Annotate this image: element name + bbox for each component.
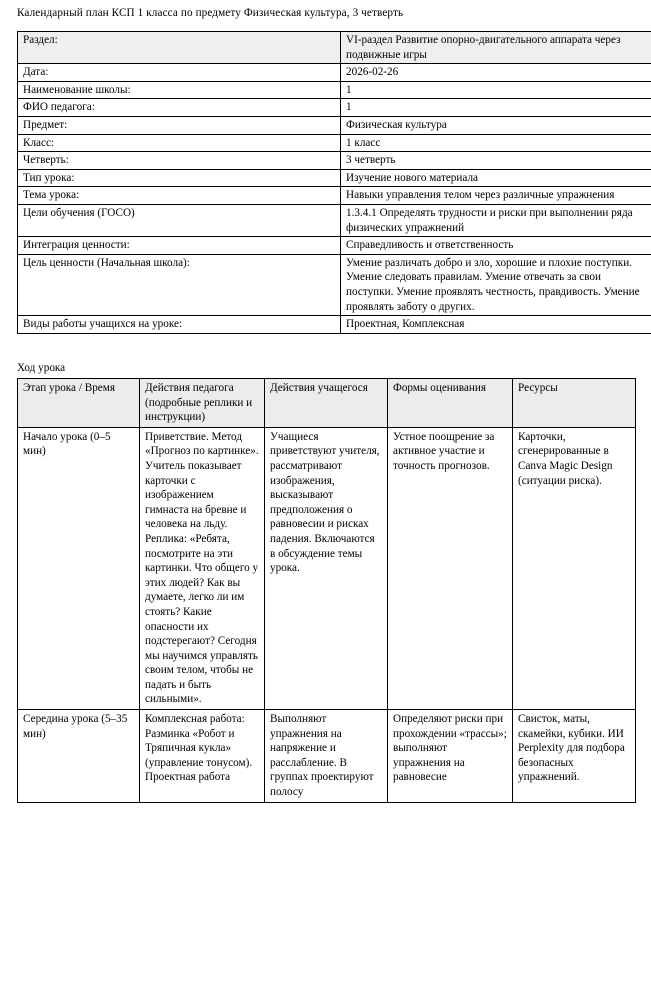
table-row — [18, 32, 651, 64]
info-value-cell: Навыки управления телом через различные упражнения — [341, 187, 651, 205]
page-title: Календарный план КСП 1 класса по предмету Физическая культура, 3 четверть — [17, 7, 404, 19]
table-row — [18, 99, 651, 117]
flow-teacher-cell: Приветствие. Метод «Прогноз по картинке». Учитель показывает карточки с изображением гимнаста на бревне и человека на льду. Реплика: «Ребята, посмотрите на эти картинки. Что общего у этих людей? Как вы думаете, легко ли им стоять? Какие опасности их подстерегают? Сегодня мы научимся управлять своим телом, чтобы не падать и быть сильными». — [140, 427, 265, 709]
lesson-flow-table — [17, 378, 636, 803]
flow-column-header: Действия педагога (подробные реплики и инструкции) — [140, 379, 265, 428]
info-value-cell: 1.3.4.1 Определять трудности и риски при выполнении ряда физических упражнений — [341, 204, 651, 236]
table-header-row — [18, 379, 636, 428]
flow-column-header: Действия учащегося — [265, 379, 388, 428]
table-row — [18, 152, 651, 170]
info-label-cell: Тема урока: — [18, 187, 341, 205]
info-label-cell: Дата: — [18, 64, 341, 82]
lesson-flow-body — [18, 427, 636, 802]
flow-column-header: Формы оценивания — [388, 379, 513, 428]
info-label-cell: Интеграция ценности: — [18, 237, 341, 255]
info-label-cell: Четверть: — [18, 152, 341, 170]
flow-stage-cell: Начало урока (0–5 мин) — [18, 427, 140, 709]
lesson-info-body — [18, 32, 651, 334]
lesson-flow-section-label: Ход урока — [17, 362, 66, 374]
flow-teacher-cell: Комплексная работа: Разминка «Робот и Тряпичная кукла» (управление тонусом). Проектная работа — [140, 710, 265, 803]
flow-resources-cell: Свисток, маты, скамейки, кубики. ИИ Perplexity для подбора безопасных упражнений. — [513, 710, 636, 803]
info-label-cell: Тип урока: — [18, 169, 341, 187]
info-value-cell: Изучение нового материала — [341, 169, 651, 187]
table-row — [18, 427, 636, 709]
table-row — [18, 254, 651, 315]
info-value-cell: 2026-02-26 — [341, 64, 651, 82]
table-row — [18, 81, 651, 99]
info-label-cell: Предмет: — [18, 116, 341, 134]
table-row — [18, 64, 651, 82]
info-value-cell: Физическая культура — [341, 116, 651, 134]
table-row — [18, 710, 636, 803]
flow-resources-cell: Карточки, сгенерированные в Canva Magic Design (ситуации риска). — [513, 427, 636, 709]
info-label-cell: Наименование школы: — [18, 81, 341, 99]
table-row — [18, 316, 651, 334]
info-value-cell: Умение различать добро и зло, хорошие и плохие поступки. Умение следовать правилам. Умение отвечать за свои поступки. Умение проявлять честность, правдивость. Умение проявлять заботу о других. — [341, 254, 651, 315]
flow-assessment-cell: Устное поощрение за активное участие и точность прогнозов. — [388, 427, 513, 709]
flow-assessment-cell: Определяют риски при прохождении «трассы»; выполняют упражнения на равновесие — [388, 710, 513, 803]
flow-stage-cell: Середина урока (5–35 мин) — [18, 710, 140, 803]
flow-column-header: Этап урока / Время — [18, 379, 140, 428]
lesson-flow-head — [18, 379, 636, 428]
info-label-cell: Цель ценности (Начальная школа): — [18, 254, 341, 315]
info-label-cell: Раздел: — [18, 32, 341, 64]
info-value-cell: 3 четверть — [341, 152, 651, 170]
table-row — [18, 237, 651, 255]
flow-student-cell: Выполняют упражнения на напряжение и расслабление. В группах проектируют полосу — [265, 710, 388, 803]
table-row — [18, 116, 651, 134]
info-label-cell: ФИО педагога: — [18, 99, 341, 117]
info-label-cell: Виды работы учащихся на уроке: — [18, 316, 341, 334]
table-row — [18, 169, 651, 187]
table-row — [18, 134, 651, 152]
lesson-info-table — [17, 31, 651, 334]
table-row — [18, 204, 651, 236]
info-value-cell: VI-раздел Развитие опорно-двигательного аппарата через подвижные игры — [341, 32, 651, 64]
info-value-cell: Проектная, Комплексная — [341, 316, 651, 334]
flow-column-header: Ресурсы — [513, 379, 636, 428]
info-value-cell: 1 класс — [341, 134, 651, 152]
flow-student-cell: Учащиеся приветствуют учителя, рассматривают изображения, высказывают предположения о равновесии и рисках падения. Включаются в обсуждение темы урока. — [265, 427, 388, 709]
table-row — [18, 187, 651, 205]
info-value-cell: 1 — [341, 81, 651, 99]
info-label-cell: Цели обучения (ГОСО) — [18, 204, 341, 236]
info-value-cell: Справедливость и ответственность — [341, 237, 651, 255]
info-label-cell: Класс: — [18, 134, 341, 152]
info-value-cell: 1 — [341, 99, 651, 117]
